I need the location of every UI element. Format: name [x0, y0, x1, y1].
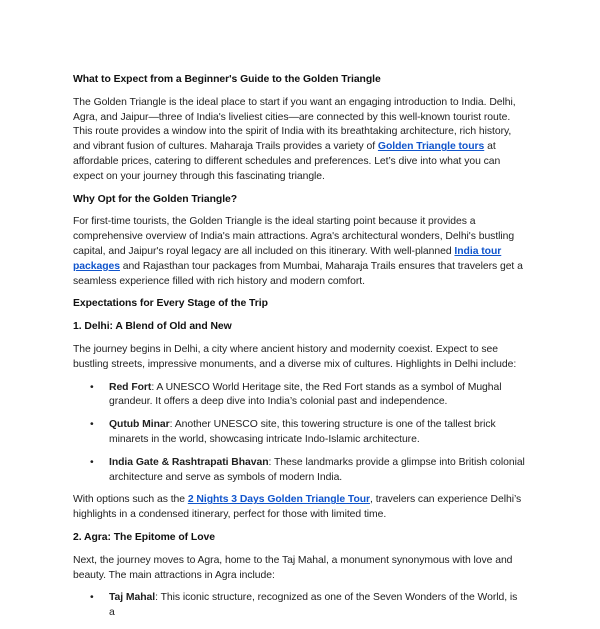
list-item-text: : This iconic structure, recognized as one of the Seven Wonders of the World, is a	[109, 592, 518, 619]
list-item-title: India Gate & Rashtrapati Bhavan	[109, 456, 269, 468]
list-item-title: Qutub Minar	[109, 419, 170, 431]
intro-text-before: The Golden Triangle is the ideal place to start if you want an engaging introduction to India. Delhi, Agra, and Jaipur—three of India's liveliest cities—are connected by this well-known tourist route. This route provides a window into the spirit of India with its breathtaking architecture, rich history, and vibrant fusion of cultures. Maharaja Trails provides a variety of	[73, 96, 516, 153]
golden-triangle-tours-link[interactable]: Golden Triangle tours	[377, 141, 485, 153]
delhi-options-text-after: , travelers can experience Delhi’s highlights in a condensed itinerary, perfect for those with limited time.	[73, 494, 522, 521]
bullet-icon: •	[90, 456, 94, 468]
bullet-icon: •	[90, 419, 94, 431]
document-page	[73, 73, 525, 629]
expectations-heading: Expectations for Every Stage of the Trip	[73, 298, 268, 310]
why-paragraph	[73, 215, 525, 289]
delhi-heading: 1. Delhi: A Blend of Old and New	[73, 321, 232, 333]
agra-intro-paragraph: Next, the journey moves to Agra, home to the Taj Mahal, a monument synonymous with love and beauty. The main attractions in Agra include:	[73, 554, 513, 581]
bullet-icon: •	[90, 381, 94, 393]
list-item-text: : These landmarks provide a glimpse into British colonial architecture and serve as symbols of modern India.	[109, 456, 525, 483]
agra-highlights-list	[73, 591, 525, 621]
delhi-options-paragraph	[73, 493, 525, 523]
delhi-highlights-list	[73, 381, 525, 486]
agra-heading: 2. Agra: The Epitome of Love	[73, 531, 215, 543]
list-item	[73, 418, 525, 448]
delhi-options-text-before: With options such as the	[73, 494, 188, 506]
list-item	[73, 591, 525, 621]
list-item-title: Red Fort	[109, 381, 152, 393]
main-heading: What to Expect from a Beginner's Guide to the Golden Triangle	[73, 74, 381, 85]
bullet-icon: •	[90, 592, 94, 604]
list-item-text: : Another UNESCO site, this towering structure is one of the tallest brick minarets in the world, showcasing intricate Indo-Islamic architecture.	[109, 419, 496, 445]
intro-paragraph	[73, 96, 525, 185]
why-text-after: and Rajasthan tour packages from Mumbai, Maharaja Trails ensures that travelers get a seamless experience filled with rich history and modern comfort.	[73, 260, 523, 287]
list-item	[73, 456, 525, 486]
why-text-before: For first-time tourists, the Golden Triangle is the ideal starting point because it provides a comprehensive overview of India's main attractions. Agra's architectural wonders, Delhi's bustling capital, and Jaipur's royal legacy are all included on this itinerary. With well-planned	[73, 216, 515, 257]
golden-triangle-tour-link[interactable]: 2 Nights 3 Days Golden Triangle Tour	[187, 494, 371, 506]
why-heading: Why Opt for the Golden Triangle?	[73, 193, 238, 205]
delhi-intro-paragraph: The journey begins in Delhi, a city where ancient history and modernity coexist. Expect to see bustling streets, impressive monuments, and a diverse mix of cultures. Highlights in Delhi include:	[73, 343, 517, 370]
intro-text-after: at affordable prices, catering to different schedules and preferences. Let’s dive into what you can expect on your journey through this fascinating triangle.	[73, 141, 501, 182]
list-item	[73, 381, 525, 411]
list-item-title: Taj Mahal	[109, 592, 156, 604]
list-item-text: : A UNESCO World Heritage site, the Red Fort stands as a symbol of Mughal grandeur. It offers a deep dive into India’s colonial past and independence.	[109, 381, 502, 408]
india-tour-packages-link[interactable]: India tour packages	[73, 245, 502, 272]
